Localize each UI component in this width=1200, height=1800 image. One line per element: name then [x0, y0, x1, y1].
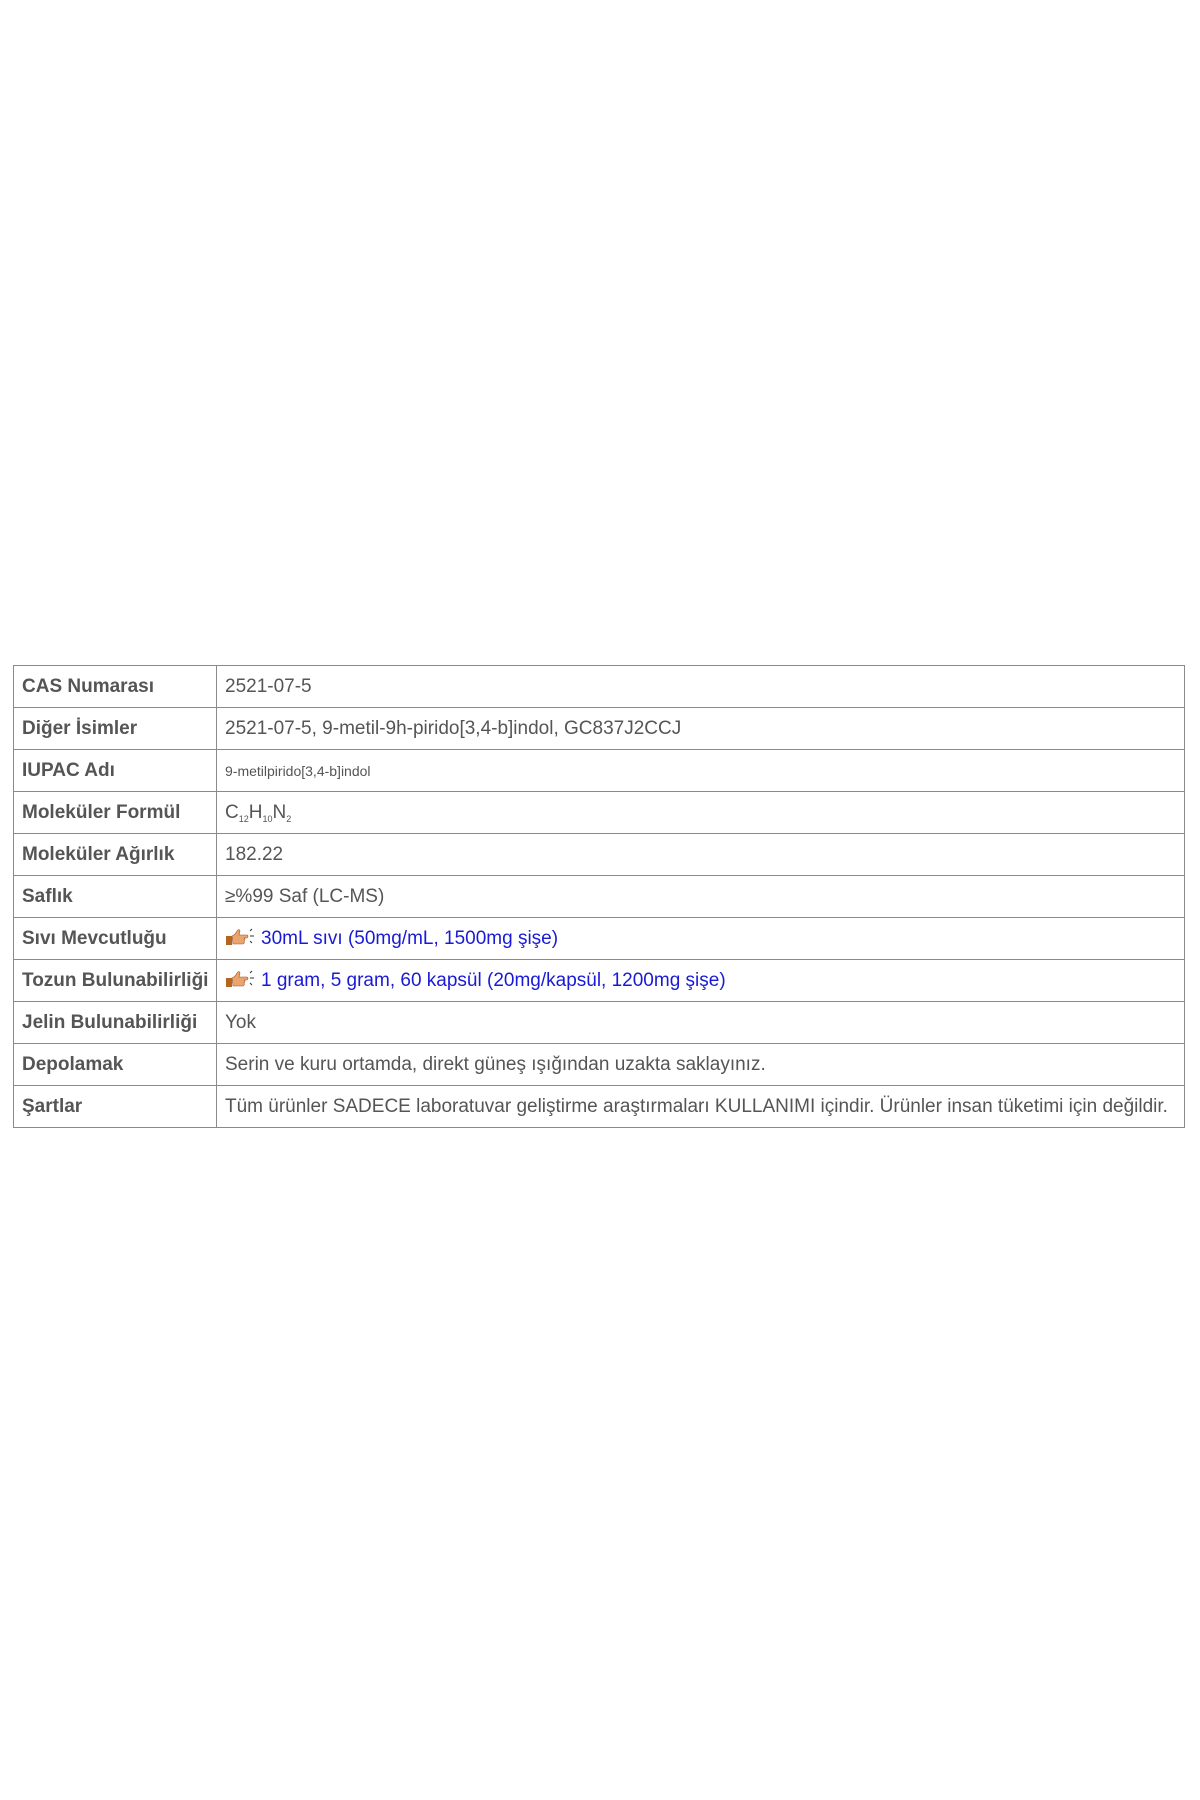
liquid-availability-link[interactable]: 30mL sıvı (50mg/mL, 1500mg şişe) [261, 928, 559, 949]
table-row-iupac-name [14, 750, 1185, 792]
formula-carbon-count: 12 [238, 813, 249, 824]
liquid-availability-label: Sıvı Mevcutluğu [14, 918, 217, 960]
cas-number-label: CAS Numarası [14, 666, 217, 708]
table-row-powder-availability [14, 960, 1185, 1002]
molecular-formula-value [217, 792, 1185, 834]
purity-value: ≥%99 Saf (LC-MS) [217, 876, 1185, 918]
gel-availability-label: Jelin Bulunabilirliği [14, 1002, 217, 1044]
table-row-purity [14, 876, 1185, 918]
molecular-weight-label: Moleküler Ağırlık [14, 834, 217, 876]
purity-label: Saflık [14, 876, 217, 918]
table-row-cas-number [14, 666, 1185, 708]
other-names-label: Diğer İsimler [14, 708, 217, 750]
table-row-other-names [14, 708, 1185, 750]
iupac-name-label: IUPAC Adı [14, 750, 217, 792]
storage-value: Serin ve kuru ortamda, direkt güneş ışığından uzakta saklayınız. [217, 1044, 1185, 1086]
table-row-molecular-weight [14, 834, 1185, 876]
liquid-availability-value [217, 918, 1185, 960]
molecular-weight-value: 182.22 [217, 834, 1185, 876]
other-names-value: 2521-07-5, 9-metil-9h-pirido[3,4-b]indol, GC837J2CCJ [217, 708, 1185, 750]
terms-value: Tüm ürünler SADECE laboratuvar geliştirme araştırmaları KULLANIMI içindir. Ürünler insan tüketimi için değildir. [217, 1086, 1185, 1128]
pointing-hand-icon [225, 927, 255, 947]
powder-availability-label: Tozun Bulunabilirliği [14, 960, 217, 1002]
storage-label: Depolamak [14, 1044, 217, 1086]
table-row-storage [14, 1044, 1185, 1086]
formula-hydrogen: H [248, 801, 263, 823]
formula-carbon: C [225, 801, 239, 823]
product-spec-table [13, 665, 1185, 1128]
table-row-liquid-availability [14, 918, 1185, 960]
table-row-molecular-formula [14, 792, 1185, 834]
table-row-terms [14, 1086, 1185, 1128]
cas-number-value: 2521-07-5 [217, 666, 1185, 708]
formula-nitrogen: N [272, 801, 287, 823]
terms-label: Şartlar [14, 1086, 217, 1128]
formula-nitrogen-count: 2 [286, 813, 292, 824]
iupac-name-value: 9-metilpirido[3,4-b]indol [217, 750, 1185, 792]
powder-availability-value [217, 960, 1185, 1002]
formula-hydrogen-count: 10 [262, 813, 273, 824]
pointing-hand-icon [225, 969, 255, 989]
molecular-formula-label: Moleküler Formül [14, 792, 217, 834]
table-row-gel-availability [14, 1002, 1185, 1044]
gel-availability-value: Yok [217, 1002, 1185, 1044]
powder-availability-link[interactable]: 1 gram, 5 gram, 60 kapsül (20mg/kapsül, 1200mg şişe) [261, 970, 726, 991]
